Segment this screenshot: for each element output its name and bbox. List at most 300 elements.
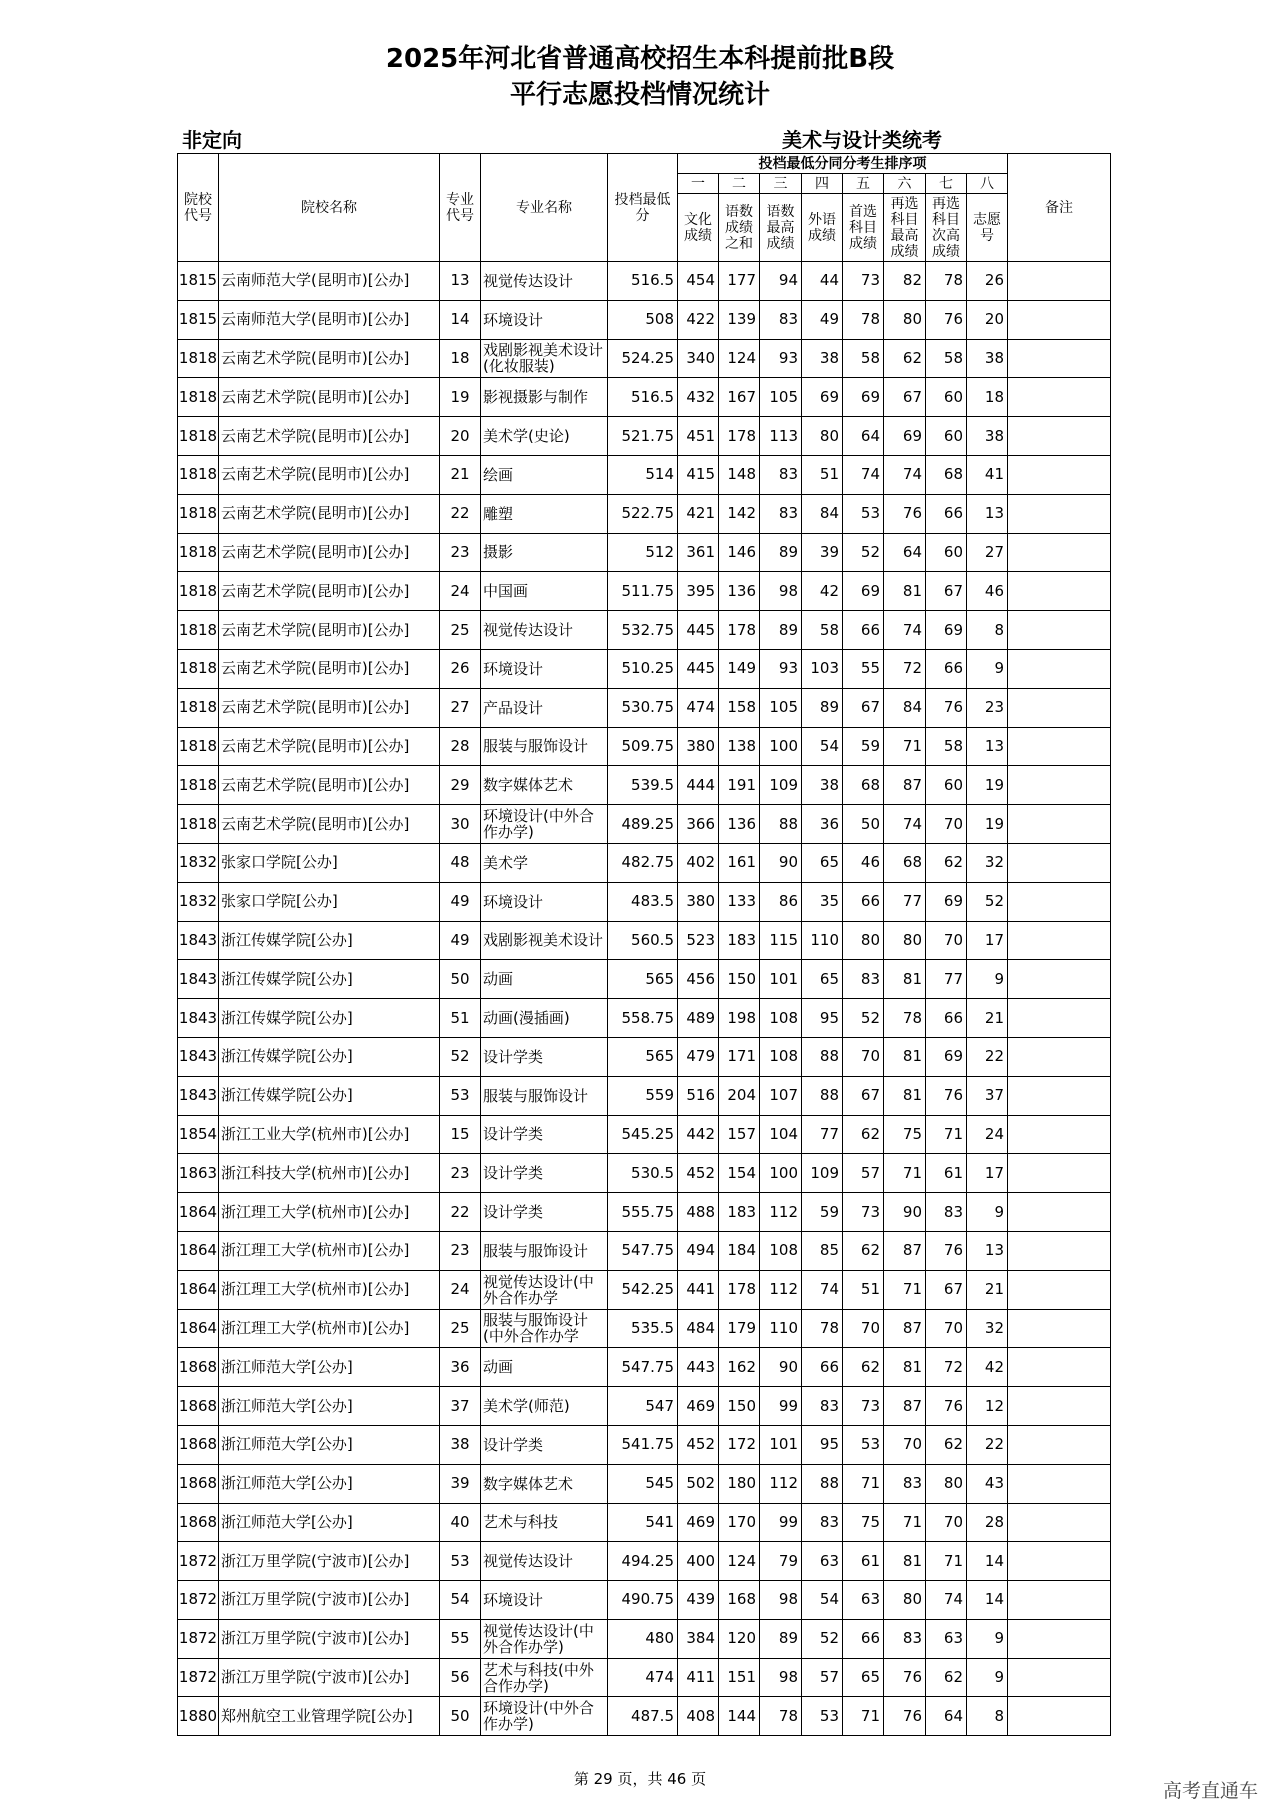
table-row xyxy=(178,1231,1111,1270)
table-row xyxy=(178,1542,1111,1581)
major-name: 视觉传达设计(中外合作办学 xyxy=(481,1270,608,1309)
col-remarks: 备注 xyxy=(1008,154,1111,262)
second-subject-max: 71 xyxy=(884,1270,926,1309)
major-name: 设计学类 xyxy=(481,1425,608,1464)
chn-math-max: 88 xyxy=(760,805,802,844)
major-name: 服装与服饰设计 xyxy=(481,1231,608,1270)
school-code: 1818 xyxy=(178,339,219,378)
second-subject-max: 80 xyxy=(884,300,926,339)
first-subject-score: 53 xyxy=(843,1425,884,1464)
second-subject-max: 83 xyxy=(884,1619,926,1658)
min-score: 516.5 xyxy=(608,378,678,417)
table-row xyxy=(178,727,1111,766)
first-subject-score: 66 xyxy=(843,611,884,650)
chn-math-sum: 178 xyxy=(719,611,760,650)
second-subject-next: 69 xyxy=(926,882,967,921)
chn-math-max: 98 xyxy=(760,1581,802,1620)
chn-math-sum: 139 xyxy=(719,300,760,339)
chn-math-max: 113 xyxy=(760,417,802,456)
foreign-lang-score: 54 xyxy=(802,1581,843,1620)
major-code: 30 xyxy=(440,805,481,844)
chn-math-sum: 151 xyxy=(719,1658,760,1697)
chn-math-sum: 198 xyxy=(719,999,760,1038)
preference-number: 26 xyxy=(967,262,1008,301)
table-row xyxy=(178,1697,1111,1736)
second-subject-max: 82 xyxy=(884,262,926,301)
chn-math-sum: 148 xyxy=(719,455,760,494)
preference-number: 19 xyxy=(967,766,1008,805)
table-row xyxy=(178,1425,1111,1464)
major-name: 美术学(师范) xyxy=(481,1387,608,1426)
culture-score: 479 xyxy=(678,1037,719,1076)
second-subject-next: 70 xyxy=(926,1503,967,1542)
first-subject-score: 51 xyxy=(843,1270,884,1309)
school-code: 1815 xyxy=(178,262,219,301)
second-subject-next: 67 xyxy=(926,572,967,611)
chn-math-sum: 180 xyxy=(719,1464,760,1503)
major-code: 50 xyxy=(440,960,481,999)
culture-score: 469 xyxy=(678,1503,719,1542)
major-name: 美术学 xyxy=(481,843,608,882)
min-score: 541 xyxy=(608,1503,678,1542)
remarks-cell xyxy=(1008,1425,1111,1464)
second-subject-next: 58 xyxy=(926,339,967,378)
school-name: 浙江工业大学(杭州市)[公办] xyxy=(219,1115,440,1154)
culture-score: 484 xyxy=(678,1309,719,1348)
major-code: 24 xyxy=(440,1270,481,1309)
school-code: 1818 xyxy=(178,688,219,727)
table-row xyxy=(178,805,1111,844)
first-subject-score: 62 xyxy=(843,1348,884,1387)
major-name: 戏剧影视美术设计(化妆服装) xyxy=(481,339,608,378)
preference-number: 38 xyxy=(967,339,1008,378)
school-name: 浙江万里学院(宁波市)[公办] xyxy=(219,1619,440,1658)
first-subject-score: 83 xyxy=(843,960,884,999)
culture-score: 441 xyxy=(678,1270,719,1309)
table-row xyxy=(178,960,1111,999)
chn-math-max: 89 xyxy=(760,611,802,650)
first-subject-score: 71 xyxy=(843,1464,884,1503)
chn-math-max: 105 xyxy=(760,378,802,417)
chn-math-sum: 162 xyxy=(719,1348,760,1387)
first-subject-score: 66 xyxy=(843,882,884,921)
second-subject-max: 90 xyxy=(884,1193,926,1232)
first-subject-score: 73 xyxy=(843,1387,884,1426)
chn-math-sum: 177 xyxy=(719,262,760,301)
chn-math-max: 98 xyxy=(760,572,802,611)
second-subject-next: 63 xyxy=(926,1619,967,1658)
foreign-lang-score: 80 xyxy=(802,417,843,456)
major-name: 服装与服饰设计 xyxy=(481,727,608,766)
chn-math-sum: 191 xyxy=(719,766,760,805)
preference-number: 22 xyxy=(967,1037,1008,1076)
chn-math-sum: 158 xyxy=(719,688,760,727)
first-subject-score: 69 xyxy=(843,572,884,611)
school-code: 1818 xyxy=(178,805,219,844)
major-name: 视觉传达设计 xyxy=(481,1542,608,1581)
second-subject-next: 60 xyxy=(926,533,967,572)
table-row xyxy=(178,1619,1111,1658)
foreign-lang-score: 77 xyxy=(802,1115,843,1154)
table-row xyxy=(178,843,1111,882)
culture-score: 415 xyxy=(678,455,719,494)
chn-math-sum: 184 xyxy=(719,1231,760,1270)
first-subject-score: 59 xyxy=(843,727,884,766)
second-subject-next: 70 xyxy=(926,1309,967,1348)
chn-math-max: 108 xyxy=(760,1231,802,1270)
major-code: 50 xyxy=(440,1697,481,1736)
culture-score: 474 xyxy=(678,688,719,727)
second-subject-max: 70 xyxy=(884,1425,926,1464)
table-row xyxy=(178,611,1111,650)
foreign-lang-score: 84 xyxy=(802,494,843,533)
school-code: 1815 xyxy=(178,300,219,339)
preference-number: 21 xyxy=(967,1270,1008,1309)
major-code: 27 xyxy=(440,688,481,727)
first-subject-score: 46 xyxy=(843,843,884,882)
remarks-cell xyxy=(1008,688,1111,727)
foreign-lang-score: 65 xyxy=(802,843,843,882)
major-code: 21 xyxy=(440,455,481,494)
first-subject-score: 75 xyxy=(843,1503,884,1542)
document-subtitle: 平行志愿投档情况统计 xyxy=(509,80,770,110)
foreign-lang-score: 95 xyxy=(802,1425,843,1464)
table-row xyxy=(178,455,1111,494)
school-name: 云南艺术学院(昆明市)[公办] xyxy=(219,727,440,766)
culture-score: 366 xyxy=(678,805,719,844)
school-code: 1832 xyxy=(178,843,219,882)
major-name: 数字媒体艺术 xyxy=(481,1464,608,1503)
preference-number: 18 xyxy=(967,378,1008,417)
chn-math-sum: 178 xyxy=(719,1270,760,1309)
major-code: 36 xyxy=(440,1348,481,1387)
first-subject-score: 66 xyxy=(843,1619,884,1658)
major-code: 29 xyxy=(440,766,481,805)
chn-math-max: 98 xyxy=(760,1658,802,1697)
chn-math-max: 110 xyxy=(760,1309,802,1348)
remarks-cell xyxy=(1008,1154,1111,1193)
rank-number: 一 xyxy=(678,174,719,194)
chn-math-sum: 149 xyxy=(719,649,760,688)
major-code: 54 xyxy=(440,1581,481,1620)
second-subject-max: 87 xyxy=(884,1387,926,1426)
foreign-lang-score: 51 xyxy=(802,455,843,494)
major-name: 中国画 xyxy=(481,572,608,611)
preference-number: 42 xyxy=(967,1348,1008,1387)
min-score: 480 xyxy=(608,1619,678,1658)
admission-table xyxy=(177,153,1111,1736)
first-subject-score: 71 xyxy=(843,1697,884,1736)
foreign-lang-score: 38 xyxy=(802,339,843,378)
chn-math-sum: 161 xyxy=(719,843,760,882)
table-row xyxy=(178,494,1111,533)
culture-score: 402 xyxy=(678,843,719,882)
min-score: 547.75 xyxy=(608,1231,678,1270)
remarks-cell xyxy=(1008,533,1111,572)
rank-number: 四 xyxy=(802,174,843,194)
second-subject-next: 70 xyxy=(926,921,967,960)
preference-number: 32 xyxy=(967,843,1008,882)
table-row xyxy=(178,999,1111,1038)
culture-score: 432 xyxy=(678,378,719,417)
chn-math-max: 101 xyxy=(760,1425,802,1464)
culture-score: 422 xyxy=(678,300,719,339)
major-name: 绘画 xyxy=(481,455,608,494)
first-subject-score: 52 xyxy=(843,999,884,1038)
foreign-lang-score: 88 xyxy=(802,1464,843,1503)
major-name: 动画 xyxy=(481,1348,608,1387)
major-code: 13 xyxy=(440,262,481,301)
culture-score: 488 xyxy=(678,1193,719,1232)
school-code: 1843 xyxy=(178,1037,219,1076)
first-subject-score: 67 xyxy=(843,688,884,727)
min-score: 512 xyxy=(608,533,678,572)
rank-item: 再选科目最高成绩 xyxy=(884,194,926,262)
chn-math-sum: 172 xyxy=(719,1425,760,1464)
school-code: 1868 xyxy=(178,1503,219,1542)
first-subject-score: 65 xyxy=(843,1658,884,1697)
culture-score: 442 xyxy=(678,1115,719,1154)
chn-math-max: 99 xyxy=(760,1387,802,1426)
first-subject-score: 61 xyxy=(843,1542,884,1581)
chn-math-sum: 124 xyxy=(719,339,760,378)
major-name: 环境设计 xyxy=(481,649,608,688)
remarks-cell xyxy=(1008,1542,1111,1581)
school-name: 浙江师范大学[公办] xyxy=(219,1464,440,1503)
preference-number: 9 xyxy=(967,649,1008,688)
rank-item: 文化成绩 xyxy=(678,194,719,262)
school-code: 1832 xyxy=(178,882,219,921)
major-name: 设计学类 xyxy=(481,1037,608,1076)
document-title: 2025年河北省普通高校招生本科提前批B段 xyxy=(385,44,895,74)
min-score: 524.25 xyxy=(608,339,678,378)
foreign-lang-score: 36 xyxy=(802,805,843,844)
rank-item: 语数最高成绩 xyxy=(760,194,802,262)
first-subject-score: 69 xyxy=(843,378,884,417)
chn-math-sum: 168 xyxy=(719,1581,760,1620)
major-name: 雕塑 xyxy=(481,494,608,533)
school-name: 云南师范大学(昆明市)[公办] xyxy=(219,300,440,339)
school-name: 云南师范大学(昆明市)[公办] xyxy=(219,262,440,301)
category-label: 非定向 xyxy=(182,128,242,152)
culture-score: 451 xyxy=(678,417,719,456)
foreign-lang-score: 110 xyxy=(802,921,843,960)
first-subject-score: 63 xyxy=(843,1581,884,1620)
table-row xyxy=(178,572,1111,611)
table-row xyxy=(178,300,1111,339)
major-name: 视觉传达设计 xyxy=(481,262,608,301)
major-code: 25 xyxy=(440,611,481,650)
chn-math-sum: 142 xyxy=(719,494,760,533)
remarks-cell xyxy=(1008,1348,1111,1387)
school-code: 1872 xyxy=(178,1542,219,1581)
min-score: 558.75 xyxy=(608,999,678,1038)
foreign-lang-score: 88 xyxy=(802,1037,843,1076)
chn-math-max: 105 xyxy=(760,688,802,727)
major-code: 56 xyxy=(440,1658,481,1697)
remarks-cell xyxy=(1008,649,1111,688)
major-name: 动画 xyxy=(481,960,608,999)
chn-math-sum: 124 xyxy=(719,1542,760,1581)
school-code: 1872 xyxy=(178,1658,219,1697)
min-score: 530.75 xyxy=(608,688,678,727)
culture-score: 444 xyxy=(678,766,719,805)
school-code: 1868 xyxy=(178,1464,219,1503)
culture-score: 411 xyxy=(678,1658,719,1697)
first-subject-score: 70 xyxy=(843,1309,884,1348)
chn-math-sum: 167 xyxy=(719,378,760,417)
min-score: 487.5 xyxy=(608,1697,678,1736)
culture-score: 469 xyxy=(678,1387,719,1426)
major-name: 服装与服饰设计(中外合作办学 xyxy=(481,1309,608,1348)
second-subject-max: 81 xyxy=(884,1348,926,1387)
rank-number: 五 xyxy=(843,174,884,194)
major-name: 数字媒体艺术 xyxy=(481,766,608,805)
col-min-score: 投档最低分 xyxy=(608,154,678,262)
preference-number: 13 xyxy=(967,494,1008,533)
foreign-lang-score: 57 xyxy=(802,1658,843,1697)
remarks-cell xyxy=(1008,960,1111,999)
remarks-cell xyxy=(1008,1309,1111,1348)
preference-number: 12 xyxy=(967,1387,1008,1426)
school-code: 1843 xyxy=(178,999,219,1038)
preference-number: 43 xyxy=(967,1464,1008,1503)
school-name: 云南艺术学院(昆明市)[公办] xyxy=(219,766,440,805)
culture-score: 523 xyxy=(678,921,719,960)
chn-math-max: 89 xyxy=(760,1619,802,1658)
first-subject-score: 64 xyxy=(843,417,884,456)
second-subject-next: 60 xyxy=(926,378,967,417)
second-subject-next: 61 xyxy=(926,1154,967,1193)
second-subject-max: 87 xyxy=(884,1231,926,1270)
chn-math-sum: 120 xyxy=(719,1619,760,1658)
major-name: 环境设计 xyxy=(481,300,608,339)
second-subject-next: 62 xyxy=(926,1658,967,1697)
preference-number: 13 xyxy=(967,727,1008,766)
second-subject-next: 71 xyxy=(926,1542,967,1581)
min-score: 511.75 xyxy=(608,572,678,611)
major-name: 艺术与科技(中外合作办学) xyxy=(481,1658,608,1697)
rank-item: 外语成绩 xyxy=(802,194,843,262)
table-row xyxy=(178,1154,1111,1193)
min-score: 489.25 xyxy=(608,805,678,844)
first-subject-score: 62 xyxy=(843,1115,884,1154)
second-subject-max: 81 xyxy=(884,960,926,999)
chn-math-max: 93 xyxy=(760,649,802,688)
chn-math-max: 108 xyxy=(760,999,802,1038)
school-name: 浙江师范大学[公办] xyxy=(219,1503,440,1542)
school-code: 1863 xyxy=(178,1154,219,1193)
second-subject-max: 71 xyxy=(884,1154,926,1193)
foreign-lang-score: 35 xyxy=(802,882,843,921)
second-subject-max: 68 xyxy=(884,843,926,882)
school-name: 浙江师范大学[公办] xyxy=(219,1425,440,1464)
chn-math-max: 99 xyxy=(760,1503,802,1542)
table-row xyxy=(178,766,1111,805)
second-subject-max: 74 xyxy=(884,805,926,844)
chn-math-sum: 150 xyxy=(719,960,760,999)
preference-number: 37 xyxy=(967,1076,1008,1115)
school-name: 云南艺术学院(昆明市)[公办] xyxy=(219,378,440,417)
major-code: 39 xyxy=(440,1464,481,1503)
second-subject-next: 62 xyxy=(926,1425,967,1464)
major-name: 环境设计 xyxy=(481,1581,608,1620)
chn-math-max: 83 xyxy=(760,494,802,533)
foreign-lang-score: 63 xyxy=(802,1542,843,1581)
preference-number: 19 xyxy=(967,805,1008,844)
first-subject-score: 50 xyxy=(843,805,884,844)
first-subject-score: 55 xyxy=(843,649,884,688)
min-score: 539.5 xyxy=(608,766,678,805)
preference-number: 32 xyxy=(967,1309,1008,1348)
second-subject-next: 64 xyxy=(926,1697,967,1736)
table-row xyxy=(178,1309,1111,1348)
school-name: 云南艺术学院(昆明市)[公办] xyxy=(219,339,440,378)
second-subject-max: 87 xyxy=(884,1309,926,1348)
school-name: 张家口学院[公办] xyxy=(219,843,440,882)
first-subject-score: 57 xyxy=(843,1154,884,1193)
table-row xyxy=(178,262,1111,301)
chn-math-sum: 183 xyxy=(719,921,760,960)
min-score: 542.25 xyxy=(608,1270,678,1309)
remarks-cell xyxy=(1008,455,1111,494)
page-number: 第 29 页，共 46 页 xyxy=(573,1770,707,1788)
second-subject-max: 76 xyxy=(884,1697,926,1736)
remarks-cell xyxy=(1008,1503,1111,1542)
foreign-lang-score: 88 xyxy=(802,1076,843,1115)
preference-number: 41 xyxy=(967,455,1008,494)
second-subject-max: 64 xyxy=(884,533,926,572)
school-code: 1843 xyxy=(178,921,219,960)
school-code: 1864 xyxy=(178,1309,219,1348)
min-score: 494.25 xyxy=(608,1542,678,1581)
second-subject-next: 67 xyxy=(926,1270,967,1309)
second-subject-max: 80 xyxy=(884,921,926,960)
foreign-lang-score: 66 xyxy=(802,1348,843,1387)
preference-number: 9 xyxy=(967,1619,1008,1658)
foreign-lang-score: 49 xyxy=(802,300,843,339)
school-code: 1872 xyxy=(178,1581,219,1620)
major-code: 19 xyxy=(440,378,481,417)
second-subject-next: 72 xyxy=(926,1348,967,1387)
chn-math-max: 100 xyxy=(760,1154,802,1193)
chn-math-max: 100 xyxy=(760,727,802,766)
remarks-cell xyxy=(1008,882,1111,921)
chn-math-max: 83 xyxy=(760,455,802,494)
remarks-cell xyxy=(1008,1076,1111,1115)
chn-math-max: 83 xyxy=(760,300,802,339)
chn-math-max: 112 xyxy=(760,1270,802,1309)
school-code: 1818 xyxy=(178,766,219,805)
second-subject-max: 83 xyxy=(884,1464,926,1503)
table-row xyxy=(178,688,1111,727)
school-name: 浙江万里学院(宁波市)[公办] xyxy=(219,1581,440,1620)
second-subject-max: 81 xyxy=(884,572,926,611)
table-row xyxy=(178,1115,1111,1154)
major-code: 14 xyxy=(440,300,481,339)
remarks-cell xyxy=(1008,494,1111,533)
remarks-cell xyxy=(1008,300,1111,339)
school-name: 云南艺术学院(昆明市)[公办] xyxy=(219,417,440,456)
foreign-lang-score: 54 xyxy=(802,727,843,766)
second-subject-max: 78 xyxy=(884,999,926,1038)
rank-number: 八 xyxy=(967,174,1008,194)
foreign-lang-score: 109 xyxy=(802,1154,843,1193)
first-subject-score: 52 xyxy=(843,533,884,572)
second-subject-next: 76 xyxy=(926,1231,967,1270)
preference-number: 9 xyxy=(967,960,1008,999)
table-row xyxy=(178,533,1111,572)
